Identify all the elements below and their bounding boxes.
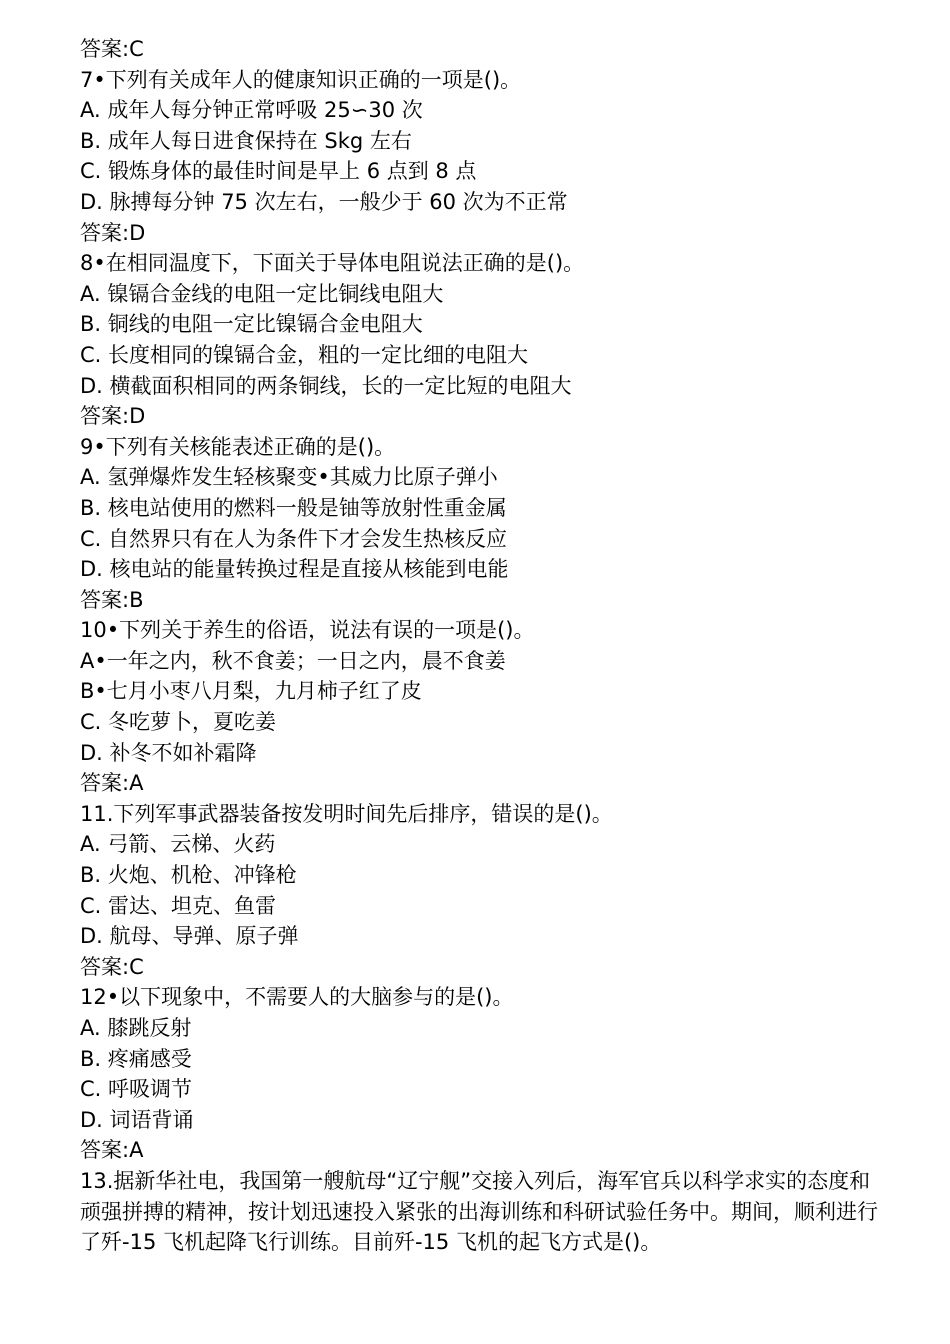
answer-line: 答案:D xyxy=(80,404,146,429)
answer-line: 答案:A xyxy=(80,1138,144,1163)
document-page xyxy=(80,34,880,1258)
option-line: A•一年之内，秋不食姜；一日之内，晨不食姜 xyxy=(80,648,506,673)
question-8: 8•在相同温度下，下面关于导体电阻说法正确的是()。 xyxy=(80,251,585,276)
option-line: C. 雷达、坦克、鱼雷 xyxy=(80,893,277,918)
question-7: 7•下列有关成年人的健康知识正确的一项是()。 xyxy=(80,67,522,92)
option-line: D. 核电站的能量转换过程是直接从核能到电能 xyxy=(80,557,509,582)
option-line: B. 疼痛感受 xyxy=(80,1046,192,1071)
option-line: D. 航母、导弹、原子弹 xyxy=(80,924,299,949)
option-line: C. 锻炼身体的最佳时间是早上 6 点到 8 点 xyxy=(80,159,477,184)
option-line: C. 冬吃萝卜，夏吃姜 xyxy=(80,710,277,735)
option-line: D. 补冬不如补霜降 xyxy=(80,740,257,765)
question-11: 11.下列军事武器装备按发明时间先后排序，错误的是()。 xyxy=(80,801,613,826)
answer-line: 答案:C xyxy=(80,37,144,61)
option-line: B. 火炮、机枪、冲锋枪 xyxy=(80,863,297,888)
option-line: A. 氢弹爆炸发生轻核聚变•其威力比原子弹小 xyxy=(80,465,498,490)
option-line: B. 铜线的电阻一定比镍镉合金电阻大 xyxy=(80,312,423,337)
option-line: C. 呼吸调节 xyxy=(80,1077,193,1102)
answer-line: 答案:D xyxy=(80,220,146,245)
option-line: D. 脉搏每分钟 75 次左右，一般少于 60 次为不正常 xyxy=(80,189,568,214)
option-line: A. 成年人每分钟正常呼吸 25∽30 次 xyxy=(80,98,423,123)
question-13-paragraph: 13.据新华社电，我国第一艘航母“辽宁舰”交接入列后，海军官兵以科学求实的态度和顽强拼搏的精神，按计划迅速投入紧张的出海训练和科研试验任务中。期间，顺利进行了歼-15 飞机起降飞行训练。目前歼-15 飞机的起飞方式是()。 xyxy=(80,1168,878,1255)
option-line: D. 横截面积相同的两条铜线，长的一定比短的电阻大 xyxy=(80,373,572,398)
option-line: A. 镍镉合金线的电阻一定比铜线电阻大 xyxy=(80,281,444,306)
option-line: B•七月小枣八月梨，九月柿子红了皮 xyxy=(80,679,422,704)
option-line: B. 成年人每日进食保持在 Skg 左右 xyxy=(80,128,412,153)
option-line: A. 膝跳反射 xyxy=(80,1016,192,1040)
question-12: 12•以下现象中，不需要人的大脑参与的是()。 xyxy=(80,985,514,1010)
answer-line: 答案:C xyxy=(80,954,144,979)
option-line: C. 自然界只有在人为条件下才会发生热核反应 xyxy=(80,526,508,551)
answer-line: 答案:A xyxy=(80,771,144,796)
option-line: C. 长度相同的镍镉合金，粗的一定比细的电阻大 xyxy=(80,342,529,367)
option-line: B. 核电站使用的燃料一般是铀等放射性重金属 xyxy=(80,495,507,520)
answer-line: 答案:B xyxy=(80,587,144,612)
option-line: D. 词语背诵 xyxy=(80,1107,194,1132)
question-9: 9•下列有关核能表述正确的是()。 xyxy=(80,434,396,459)
question-10: 10•下列关于养生的俗语，说法有误的一项是()。 xyxy=(80,618,535,643)
option-line: A. 弓箭、云梯、火药 xyxy=(80,832,276,857)
